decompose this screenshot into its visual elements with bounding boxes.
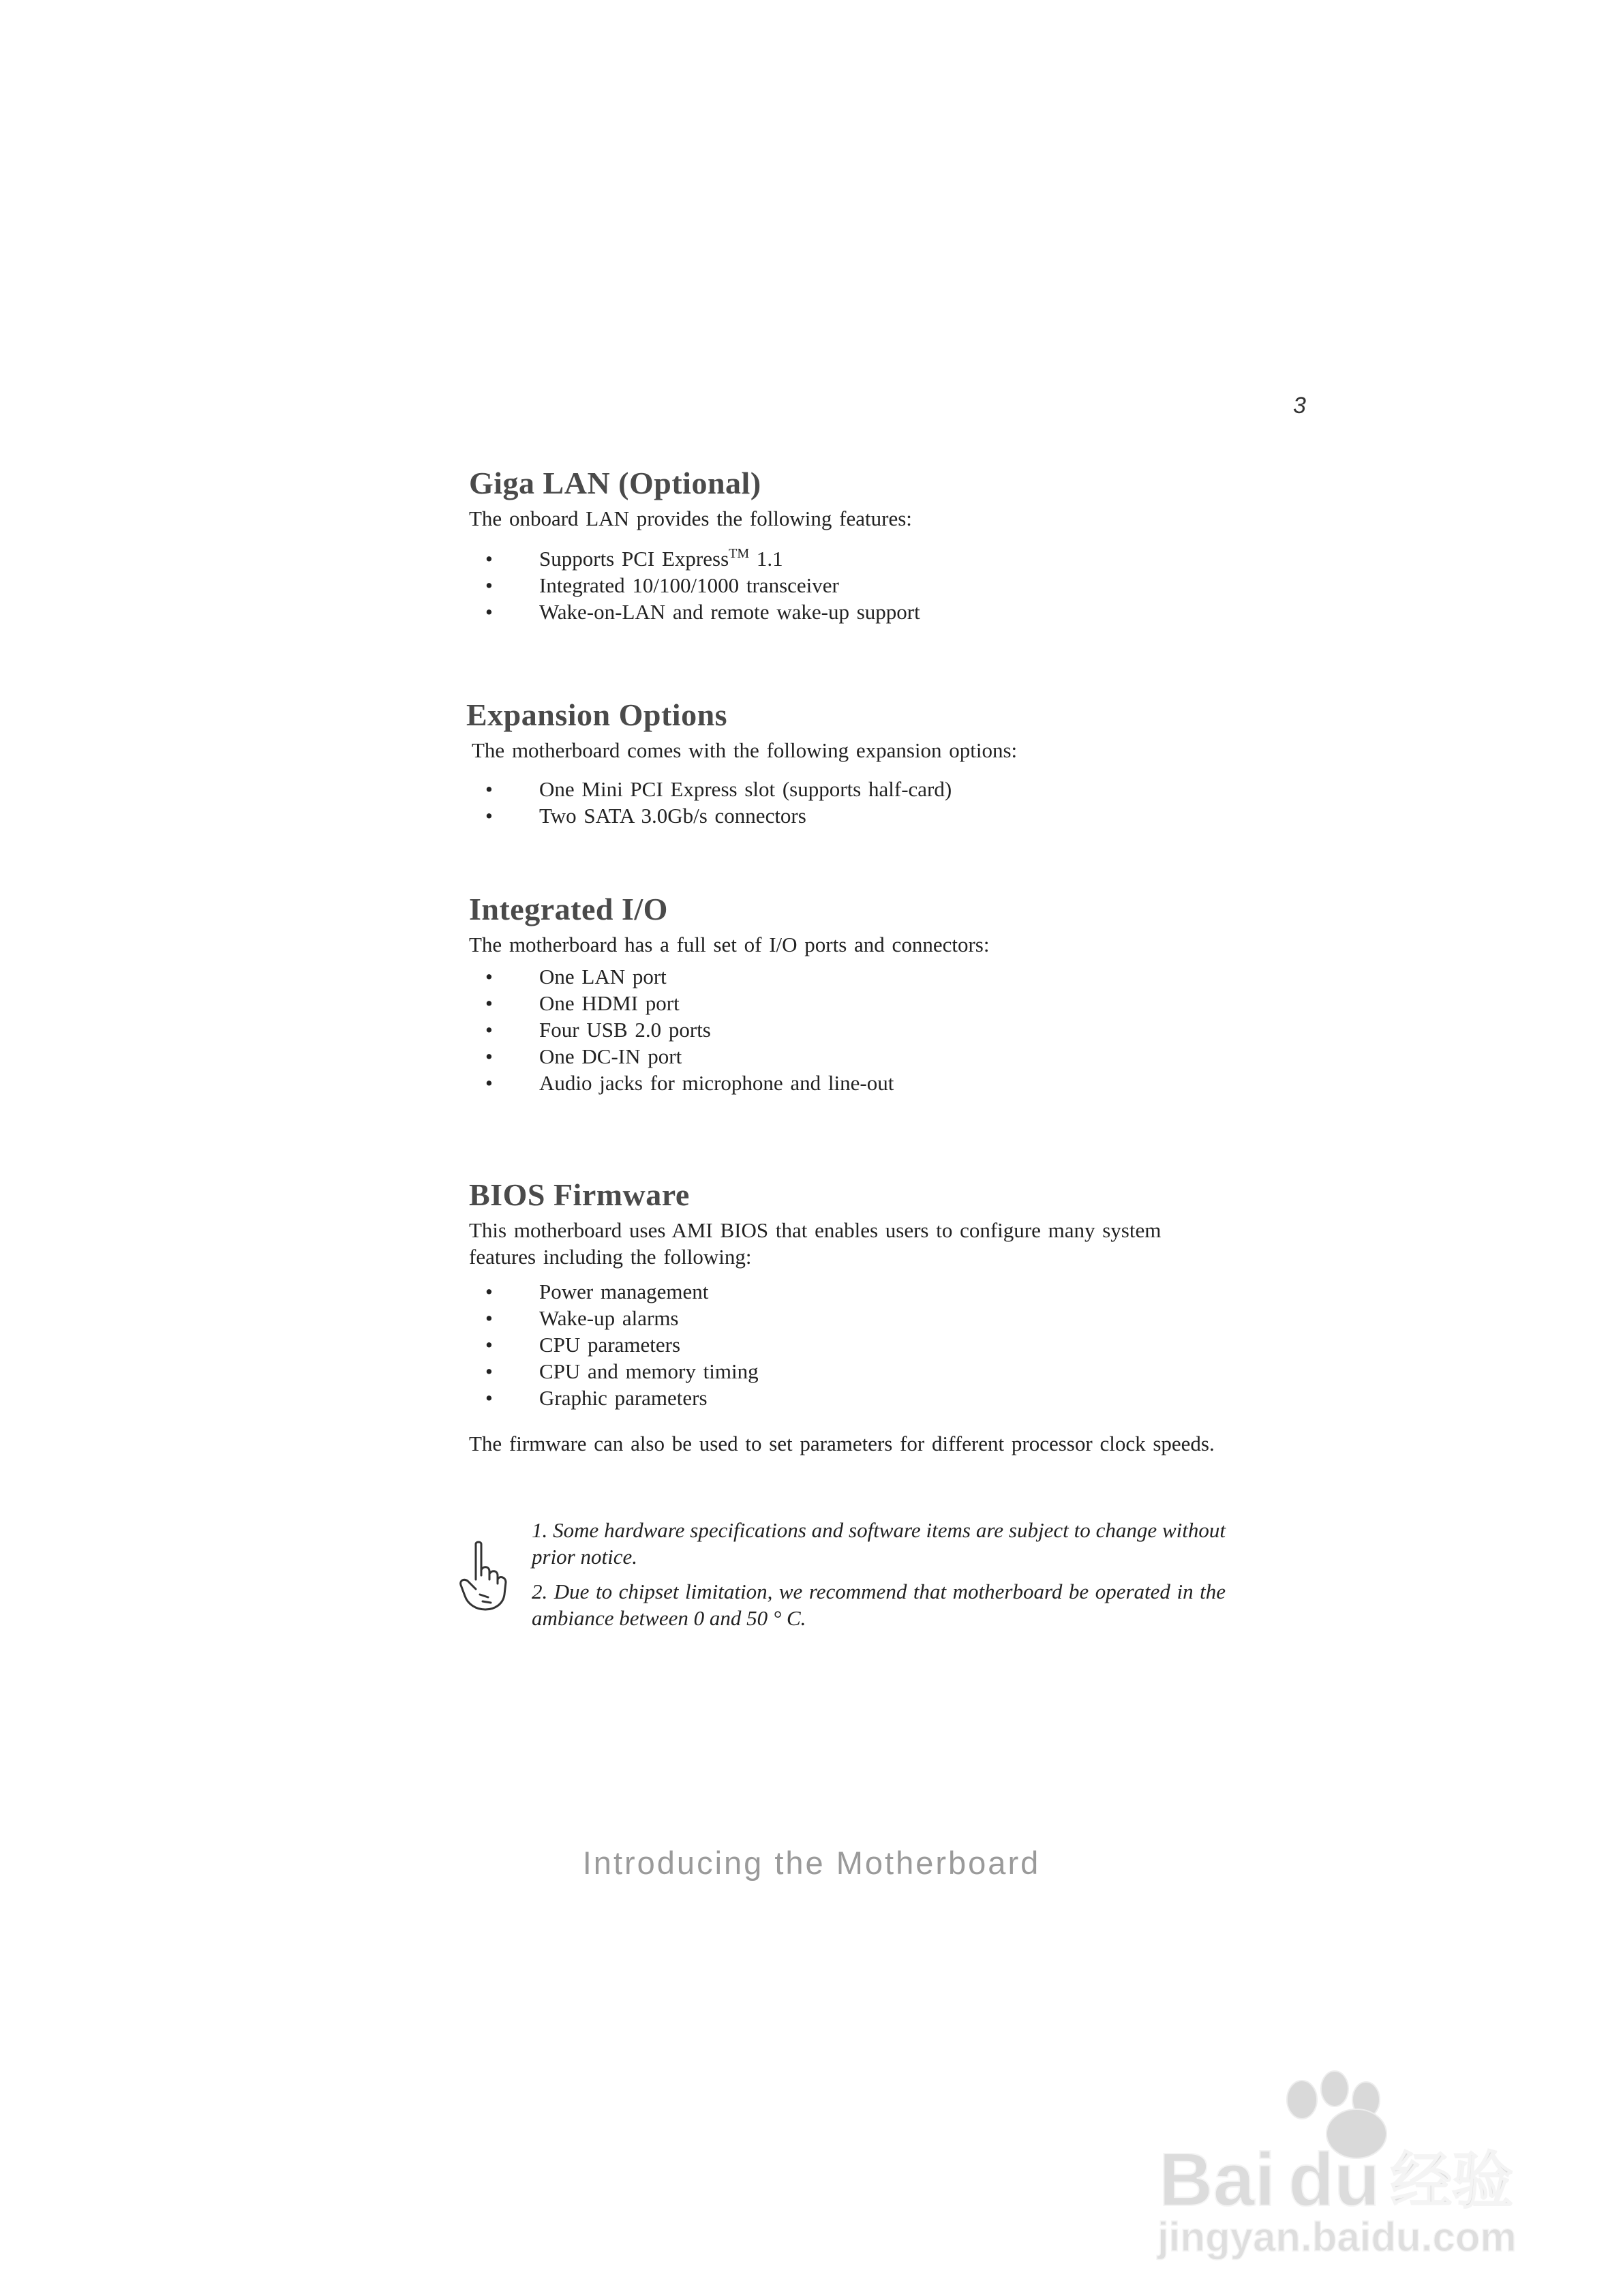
list-item: • CPU parameters — [469, 1331, 1226, 1358]
section-closing: The firmware can also be used to set parameters for different processor clock speeds. — [469, 1432, 1215, 1455]
section-title: BIOS Firmware — [469, 1177, 690, 1212]
list-item: • Two SATA 3.0Gb/s connectors — [469, 802, 1223, 829]
note-item: 1. Some hardware specifications and software items are subject to change without prior notice. — [532, 1518, 1226, 1569]
list-item: • One HDMI port — [469, 990, 1226, 1016]
list-item: • Power management — [469, 1278, 1226, 1305]
feature-list — [469, 776, 1223, 829]
svg-text:du: du — [1288, 2138, 1380, 2222]
section-intro: This motherboard uses AMI BIOS that enables users to configure many system features including the following: — [469, 1218, 1162, 1269]
section-title: Integrated I/O — [469, 892, 668, 926]
list-item: • Wake-on-LAN and remote wake-up support — [469, 599, 1226, 625]
list-item: • Audio jacks for microphone and line-out — [469, 1070, 1226, 1096]
section-title: Giga LAN (Optional) — [469, 466, 761, 500]
section-intro: The motherboard has a full set of I/O ports and connectors: — [469, 933, 990, 956]
trademark-mark: TM — [729, 546, 750, 561]
pointing-hand-icon — [455, 1540, 510, 1612]
note-item: 2. Due to chipset limitation, we recommend that motherboard be operated in the ambiance between 0 and 50 ° C. — [532, 1580, 1226, 1630]
list-item: • Wake-up alarms — [469, 1305, 1226, 1331]
list-item: • Integrated 10/100/1000 transceiver — [469, 572, 1226, 599]
list-item: • Supports PCI Express™ 1.1 — [469, 545, 1226, 572]
section-expansion — [466, 697, 1223, 829]
list-item: • CPU and memory timing — [469, 1358, 1226, 1385]
section-integrated-io — [469, 891, 1226, 1096]
note-text — [532, 1517, 1226, 1640]
section-bios — [469, 1177, 1226, 1457]
watermark-url-text: jingyan.baidu.com — [1157, 2214, 1517, 2260]
list-item: • One DC-IN port — [469, 1043, 1226, 1070]
section-intro: The motherboard comes with the following expansion options: — [472, 738, 1018, 762]
note-block — [455, 1517, 1227, 1640]
list-item: • Four USB 2.0 ports — [469, 1016, 1226, 1043]
list-item: • One LAN port — [469, 963, 1226, 990]
page-number: 3 — [1293, 393, 1306, 419]
feature-list — [469, 963, 1226, 1096]
section-title: Expansion Options — [466, 697, 728, 732]
watermark-brand-text: Bai — [1159, 2138, 1276, 2222]
page-footer: Introducing the Motherboard — [582, 1845, 1041, 1881]
svg-text:经验: 经验 — [1391, 2147, 1513, 2216]
baidu-watermark-logo — [1152, 2066, 1541, 2263]
section-giga-lan — [469, 465, 1226, 625]
list-item: • Graphic parameters — [469, 1385, 1226, 1411]
feature-list — [469, 545, 1226, 625]
feature-list — [469, 1278, 1226, 1411]
section-intro: The onboard LAN provides the following features: — [469, 507, 912, 530]
list-item: • One Mini PCI Express slot (supports half-card) — [469, 776, 1223, 802]
